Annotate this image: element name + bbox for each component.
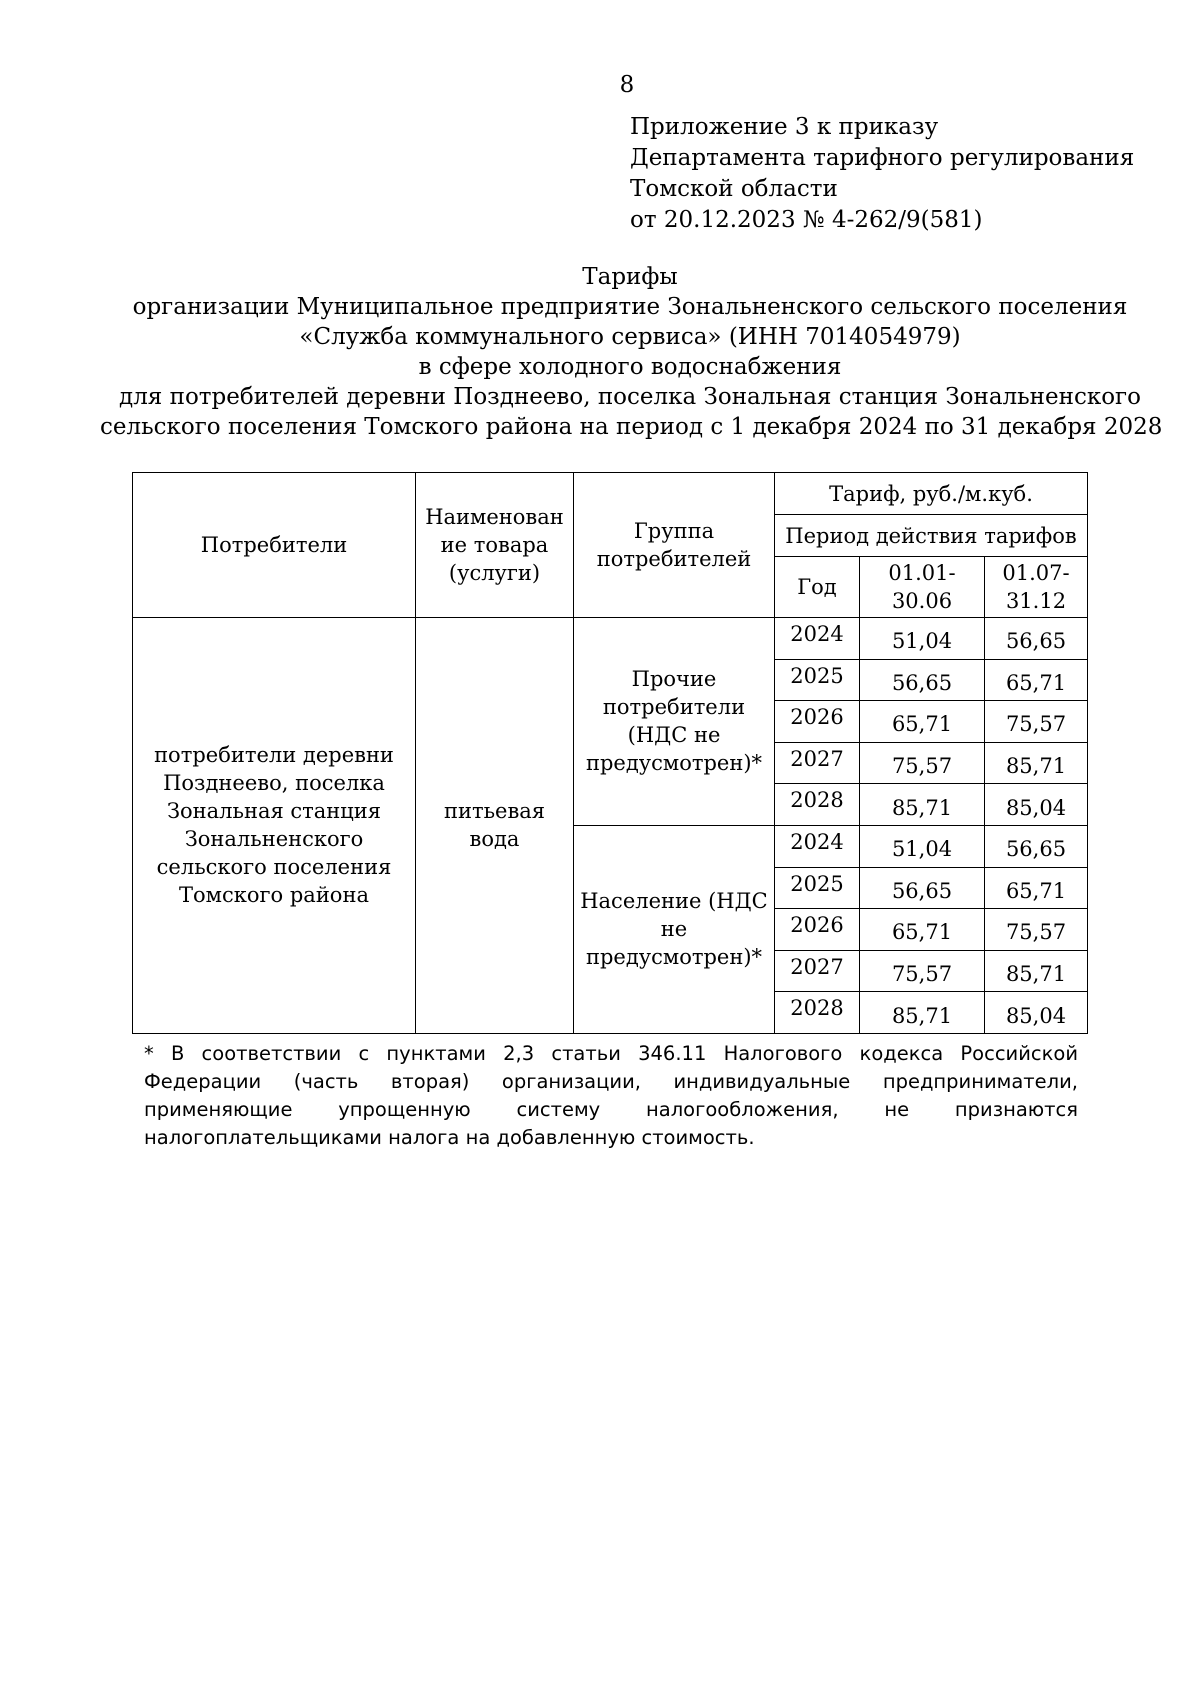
heading-line: в сфере холодного водоснабжения <box>418 354 842 380</box>
tariff-half2-cell: 85,04 <box>985 784 1088 826</box>
tariff-half2-cell: 65,71 <box>985 867 1088 909</box>
tariff-half2-cell: 85,71 <box>985 950 1088 992</box>
tariff-table <box>132 472 1088 1034</box>
tariff-half2-cell: 75,57 <box>985 701 1088 743</box>
product-cell: питьевая вода <box>416 618 574 1034</box>
tariff-half1-cell: 65,71 <box>860 909 985 951</box>
tariff-half2-cell: 56,65 <box>985 825 1088 867</box>
tariff-half1-cell: 56,65 <box>860 659 985 701</box>
year-cell: 2025 <box>775 867 860 909</box>
appendix-line: от 20.12.2023 № 4-262/9(581) <box>630 207 983 233</box>
appendix-block <box>630 112 1134 236</box>
table-row <box>133 618 1088 660</box>
appendix-line: Томской области <box>630 176 838 202</box>
document-heading <box>100 262 1163 442</box>
year-cell: 2027 <box>775 950 860 992</box>
header-group: Группа потребителей <box>574 473 775 618</box>
page-number: 8 <box>619 72 635 98</box>
year-cell: 2028 <box>775 992 860 1034</box>
heading-title: Тарифы <box>582 264 678 290</box>
footnote: * В соответствии с пунктами 2,3 статьи 346.11 Налогового кодекса Российской Федерации (часть вторая) организации, индивидуальные предприниматели, применяющие упрощенную систему налогообложения, не признаются налогоплательщиками налога на добавленную стоимость. <box>144 1042 1078 1149</box>
group-cell: Население (НДС не предусмотрен)* <box>574 825 775 1033</box>
appendix-line: Департамента тарифного регулирования <box>630 145 1135 171</box>
tariff-half1-cell: 65,71 <box>860 701 985 743</box>
header-year: Год <box>775 557 860 618</box>
year-cell: 2028 <box>775 784 860 826</box>
header-consumers: Потребители <box>133 473 416 618</box>
header-period: Период действия тарифов <box>775 515 1088 557</box>
heading-line: «Служба коммунального сервиса» (ИНН 7014054979) <box>299 324 961 350</box>
tariff-half1-cell: 51,04 <box>860 618 985 660</box>
year-cell: 2024 <box>775 618 860 660</box>
tariff-half2-cell: 56,65 <box>985 618 1088 660</box>
header-half1: 01.01-30.06 <box>860 557 985 618</box>
heading-line: организации Муниципальное предприятие Зональненского сельского поселения <box>132 294 1128 320</box>
consumer-cell: потребители деревни Позднеево, поселка Зональная станция Зональненского сельского поселения Томского района <box>133 618 416 1034</box>
tariff-half1-cell: 56,65 <box>860 867 985 909</box>
year-cell: 2024 <box>775 825 860 867</box>
heading-line: для потребителей деревни Позднеево, поселка Зональная станция Зональненского <box>119 384 1141 410</box>
year-cell: 2025 <box>775 659 860 701</box>
header-half2: 01.07-31.12 <box>985 557 1088 618</box>
year-cell: 2026 <box>775 909 860 951</box>
tariff-half2-cell: 75,57 <box>985 909 1088 951</box>
appendix-line: Приложение 3 к приказу <box>630 114 939 140</box>
tariff-half1-cell: 85,71 <box>860 784 985 826</box>
tariff-half2-cell: 85,04 <box>985 992 1088 1034</box>
tariff-half2-cell: 65,71 <box>985 659 1088 701</box>
tariff-half1-cell: 51,04 <box>860 825 985 867</box>
header-tariff: Тариф, руб./м.куб. <box>775 473 1088 515</box>
header-product: Наименован ие товара (услуги) <box>416 473 574 618</box>
tariff-half1-cell: 85,71 <box>860 992 985 1034</box>
tariff-half2-cell: 85,71 <box>985 742 1088 784</box>
year-cell: 2026 <box>775 701 860 743</box>
tariff-half1-cell: 75,57 <box>860 950 985 992</box>
year-cell: 2027 <box>775 742 860 784</box>
group-cell: Прочие потребители (НДС не предусмотрен)* <box>574 618 775 826</box>
heading-line: сельского поселения Томского района на период с 1 декабря 2024 по 31 декабря 2028 <box>100 414 1163 440</box>
tariff-half1-cell: 75,57 <box>860 742 985 784</box>
